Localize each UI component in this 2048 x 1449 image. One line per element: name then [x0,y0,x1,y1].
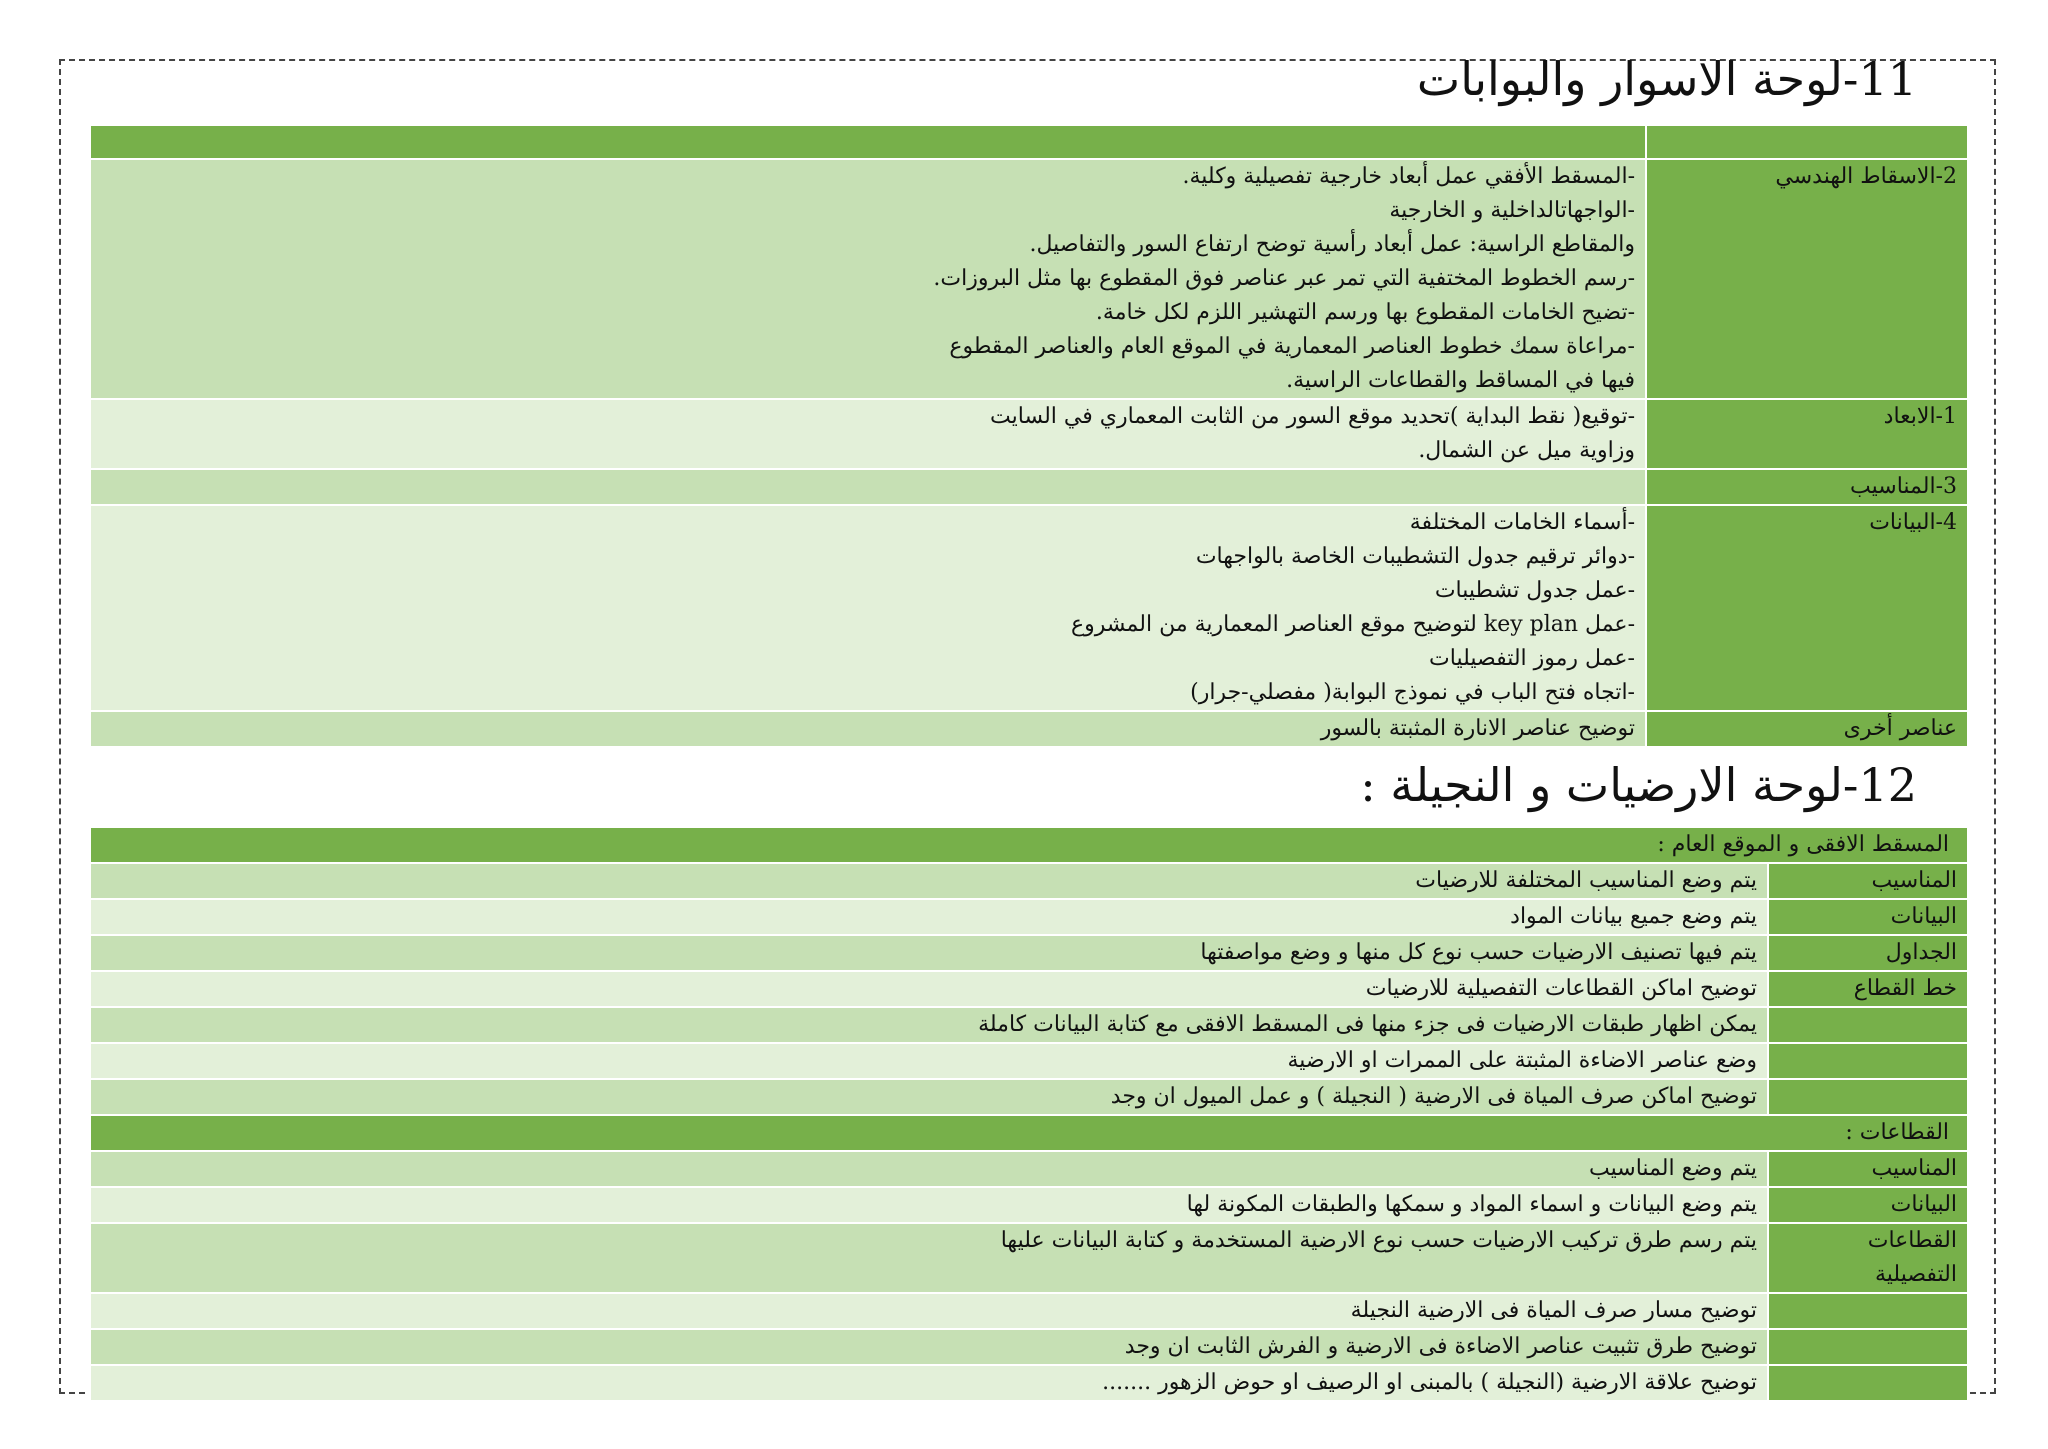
table-row [90,1293,1968,1329]
row-content: يمكن اظهار طبقات الارضيات فى جزء منها فى المسقط الافقى مع كتابة البيانات كاملة [90,1007,1768,1043]
plan-header: المسقط الافقى و الموقع العام : [90,827,1968,863]
table-row [90,1007,1968,1043]
table-row [90,935,1968,971]
row-label: 4-البيانات [1646,505,1968,711]
row-label: خط القطاع [1768,971,1968,1007]
row-label: 1-الابعاد [1646,399,1968,469]
content-line: -المسقط الأفقي عمل أبعاد خارجية تفصيلية وكلية. [1182,164,1635,189]
content-line: فيها في المساقط والقطاعات الراسية. [1286,368,1635,393]
row-content: توضيح مسار صرف المياة فى الارضية النجيلة [90,1293,1768,1329]
row-content: يتم فيها تصنيف الارضيات حسب نوع كل منها و وضع مواصفتها [90,935,1768,971]
row-label: الجداول [1768,935,1968,971]
section-11-title: 11-لوحة الاسوار والبوابات [1416,52,1917,106]
row-label: 2-الاسقاط الهندسي [1646,159,1968,399]
row-content: توضيح اماكن صرف المياة فى الارضية ( النجيلة ) و عمل الميول ان وجد [90,1079,1768,1115]
row-content [90,505,1646,711]
table-row [90,505,1968,711]
row-content [90,469,1646,505]
content-line: -دوائر ترقيم جدول التشطيبات الخاصة بالواجهات [1195,544,1635,569]
row-content [90,399,1646,469]
row-label [1768,1043,1968,1079]
row-label: البيانات [1768,1187,1968,1223]
row-content: يتم رسم طرق تركيب الارضيات حسب نوع الارضية المستخدمة و كتابة البيانات عليها [90,1223,1768,1293]
table-row [90,899,1968,935]
row-label [1768,1293,1968,1329]
table-row [90,1079,1968,1115]
table-row [90,863,1968,899]
table-row [90,159,1968,399]
table-row [90,711,1968,747]
content-line: -تضيح الخامات المقطوع بها ورسم التهشير اللزم لكل خامة. [1095,300,1635,325]
content-line: -عمل key plan لتوضيح موقع العناصر المعمارية من المشروع [1071,612,1635,637]
row-label: 3-المناسيب [1646,469,1968,505]
table-row [90,399,1968,469]
content-line: -أسماء الخامات المختلفة [1409,510,1635,535]
content-line: -مراعاة سمك خطوط العناصر المعمارية في الموقع العام والعناصر المقطوع [949,334,1635,359]
table-row [90,1043,1968,1079]
row-content: وضع عناصر الاضاءة المثبتة على الممرات او الارضية [90,1043,1768,1079]
table-section-header [90,1115,1968,1151]
table-row [90,1365,1968,1401]
row-content: توضيح اماكن القطاعات التفصيلية للارضيات [90,971,1768,1007]
content-line: توضيح عناصر الانارة المثبتة بالسور [1320,716,1635,741]
table-row [90,1151,1968,1187]
row-content: يتم وضع المناسيب [90,1151,1768,1187]
row-label: المناسيب [1768,863,1968,899]
row-label [1768,1079,1968,1115]
content-line: وزاوية ميل عن الشمال. [1418,438,1635,463]
row-label [1768,1329,1968,1365]
row-label: عناصر أخرى [1646,711,1968,747]
row-label: القطاعات التفصيلية [1768,1223,1968,1293]
row-label: المناسيب [1768,1151,1968,1187]
row-label [1646,125,1968,159]
content-line: -رسم الخطوط المختفية التي تمر عبر عناصر فوق المقطوع بها مثل البروزات. [933,266,1635,291]
table-row [90,1223,1968,1293]
content-line: -توقيع( نقط البداية )تحديد موقع السور من الثابت المعماري في السايت [990,404,1635,429]
content-line: -اتجاه فتح الباب في نموذج البوابة( مفصلي-جرار) [1190,680,1635,705]
row-content [90,711,1646,747]
table-row [90,1329,1968,1365]
content-line: -عمل رموز التفصيليات [1429,646,1635,671]
sections-header: القطاعات : [90,1115,1968,1151]
section-12-title: 12-لوحة الارضيات و النجيلة : [1360,758,1917,812]
row-content: يتم وضع البيانات و اسماء المواد و سمكها والطبقات المكونة لها [90,1187,1768,1223]
table-row [90,469,1968,505]
table-row [90,971,1968,1007]
row-content [90,125,1646,159]
section-11-table [89,124,1969,748]
table-section-header [90,827,1968,863]
row-label: البيانات [1768,899,1968,935]
content-line: -الواجهاتالداخلية و الخارجية [1389,198,1635,223]
row-content: يتم وضع جميع بيانات المواد [90,899,1768,935]
content-line: والمقاطع الراسية: عمل أبعاد رأسية توضح ارتفاع السور والتفاصيل. [1029,232,1635,257]
content-line: -عمل جدول تشطيبات [1434,578,1635,603]
row-content: توضيح علاقة الارضية (النجيلة ) بالمبنى او الرصيف او حوض الزهور ....... [90,1365,1768,1401]
section-12-table [89,826,1969,1402]
row-label [1768,1365,1968,1401]
row-content: يتم وضع المناسيب المختلفة للارضيات [90,863,1768,899]
row-label [1768,1007,1968,1043]
table-row [90,1187,1968,1223]
row-content: توضيح طرق تثبيت عناصر الاضاءة فى الارضية و الفرش الثابت ان وجد [90,1329,1768,1365]
table-row [90,125,1968,159]
row-content [90,159,1646,399]
